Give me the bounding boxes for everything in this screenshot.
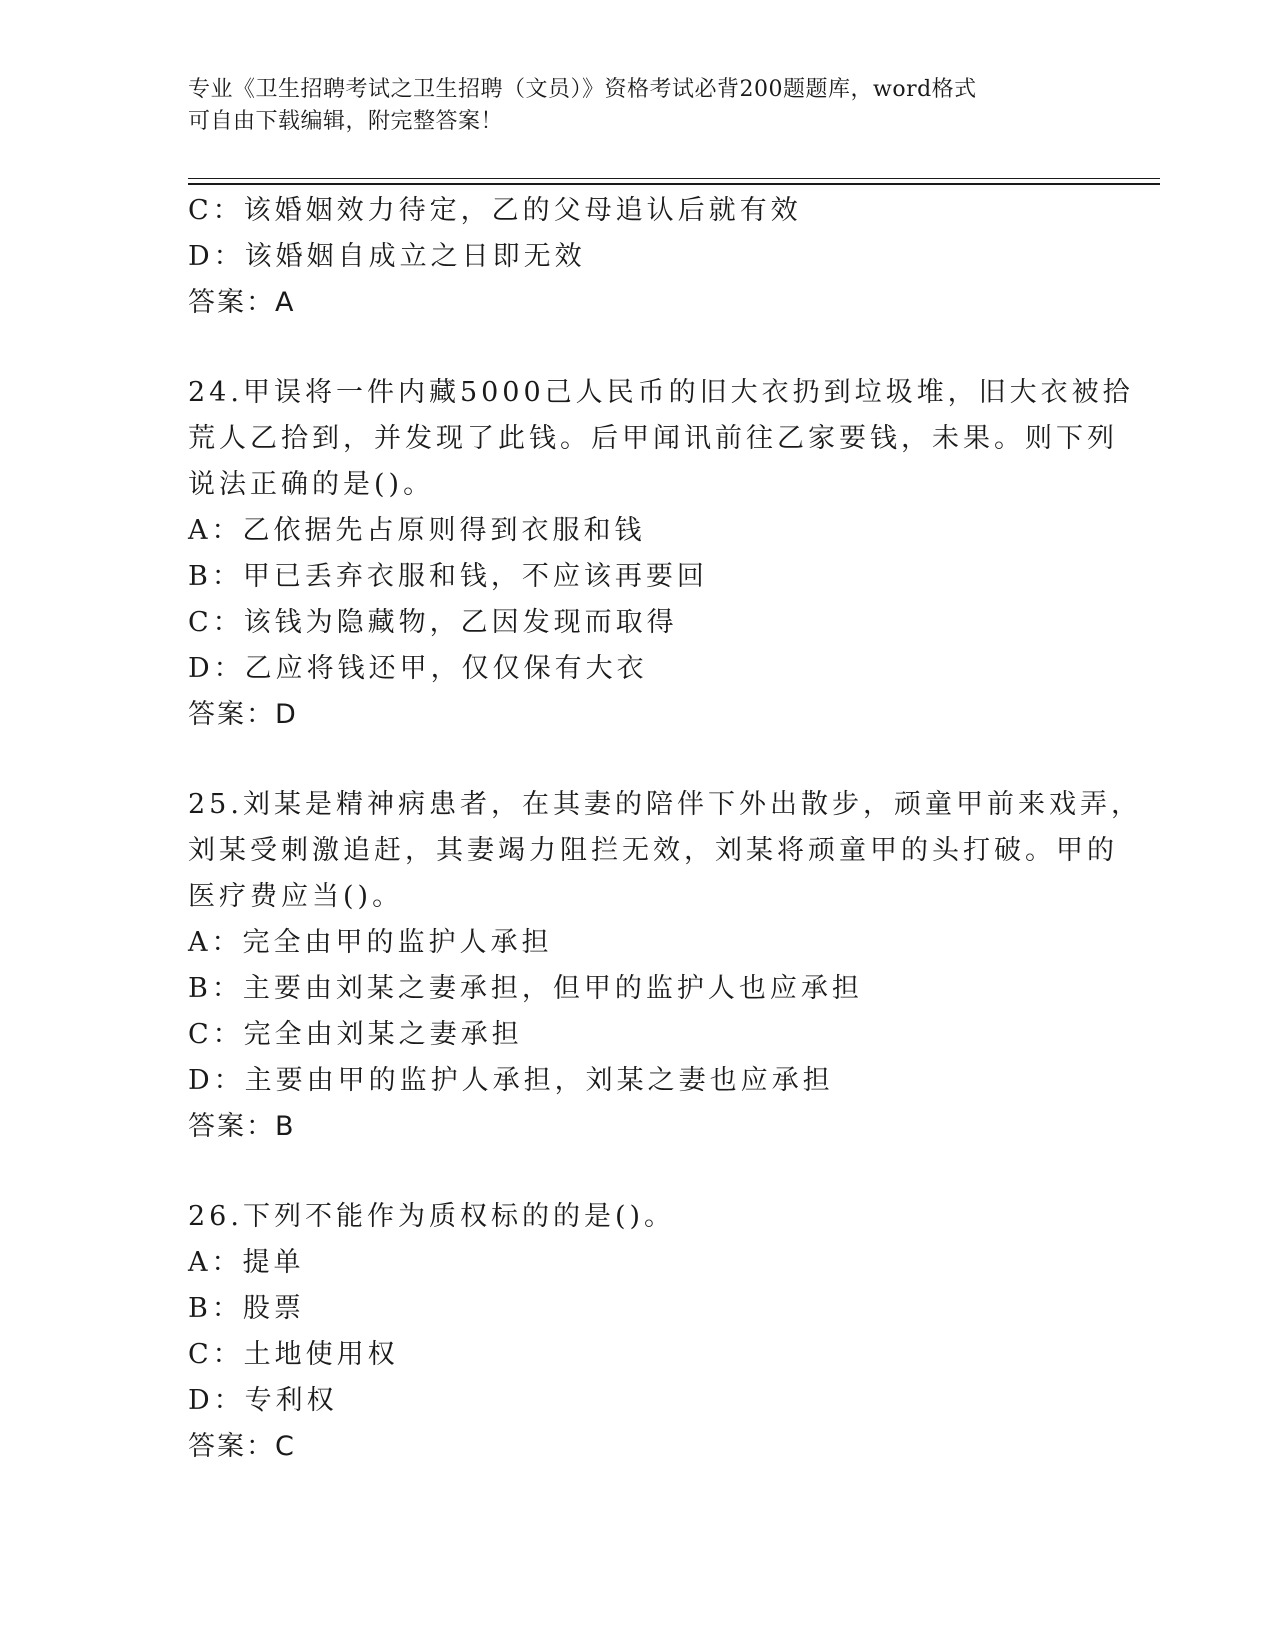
option-c: C：土地使用权 (188, 1339, 399, 1370)
option-a: A：乙依据先占原则得到衣服和钱 (188, 515, 646, 546)
option-d: D：乙应将钱还甲，仅仅保有大衣 (188, 653, 648, 684)
option-b: B：主要由刘某之妻承担，但甲的监护人也应承担 (188, 973, 863, 1004)
question-stem-line: 26.下列不能作为质权标的的是()。 (188, 1201, 676, 1232)
option-c: C：该婚姻效力待定，乙的父母追认后就有效 (188, 195, 802, 226)
prev-question-block (188, 188, 1088, 326)
option-b: B：股票 (188, 1293, 305, 1324)
question-25 (188, 782, 1142, 1150)
answer-line: 答案：A (188, 287, 296, 318)
option-d: D：主要由甲的监护人承担，刘某之妻也应承担 (188, 1065, 834, 1096)
header-rule-thin (188, 178, 1160, 179)
question-stem-line: 说法正确的是()。 (188, 469, 435, 500)
option-b: B：甲已丢弃衣服和钱，不应该再要回 (188, 561, 708, 592)
question-stem-line: 医疗费应当()。 (188, 881, 404, 912)
answer-line: 答案：D (188, 699, 298, 730)
header-line-1: 专业《卫生招聘考试之卫生招聘（文员）》资格考试必背200题题库，word格式 (188, 77, 977, 102)
option-d: D：专利权 (188, 1385, 338, 1416)
header-line-2: 可自由下载编辑，附完整答案！ (188, 109, 504, 134)
question-stem-line: 荒人乙拾到，并发现了此钱。后甲闻讯前往乙家要钱，未果。则下列 (188, 423, 1118, 454)
option-a: A：完全由甲的监护人承担 (188, 927, 553, 958)
option-c: C：完全由刘某之妻承担 (188, 1019, 523, 1050)
question-26 (188, 1194, 1088, 1470)
document-header (188, 74, 1088, 138)
question-stem-line: 24.甲误将一件内藏5000己人民币的旧大衣扔到垃圾堆，旧大衣被拾 (188, 377, 1134, 408)
option-d: D：该婚姻自成立之日即无效 (188, 241, 586, 272)
answer-line: 答案：B (188, 1111, 296, 1142)
question-stem-line: 25.刘某是精神病患者，在其妻的陪伴下外出散步，顽童甲前来戏弄， (188, 789, 1142, 820)
answer-line: 答案：C (188, 1431, 296, 1462)
question-content (188, 188, 1142, 1470)
header-rule-thick (188, 183, 1160, 185)
question-stem-line: 刘某受刺激追赶，其妻竭力阻拦无效，刘某将顽童甲的头打破。甲的 (188, 835, 1118, 866)
question-24 (188, 370, 1134, 738)
option-a: A：提单 (188, 1247, 305, 1278)
option-c: C：该钱为隐藏物，乙因发现而取得 (188, 607, 678, 638)
